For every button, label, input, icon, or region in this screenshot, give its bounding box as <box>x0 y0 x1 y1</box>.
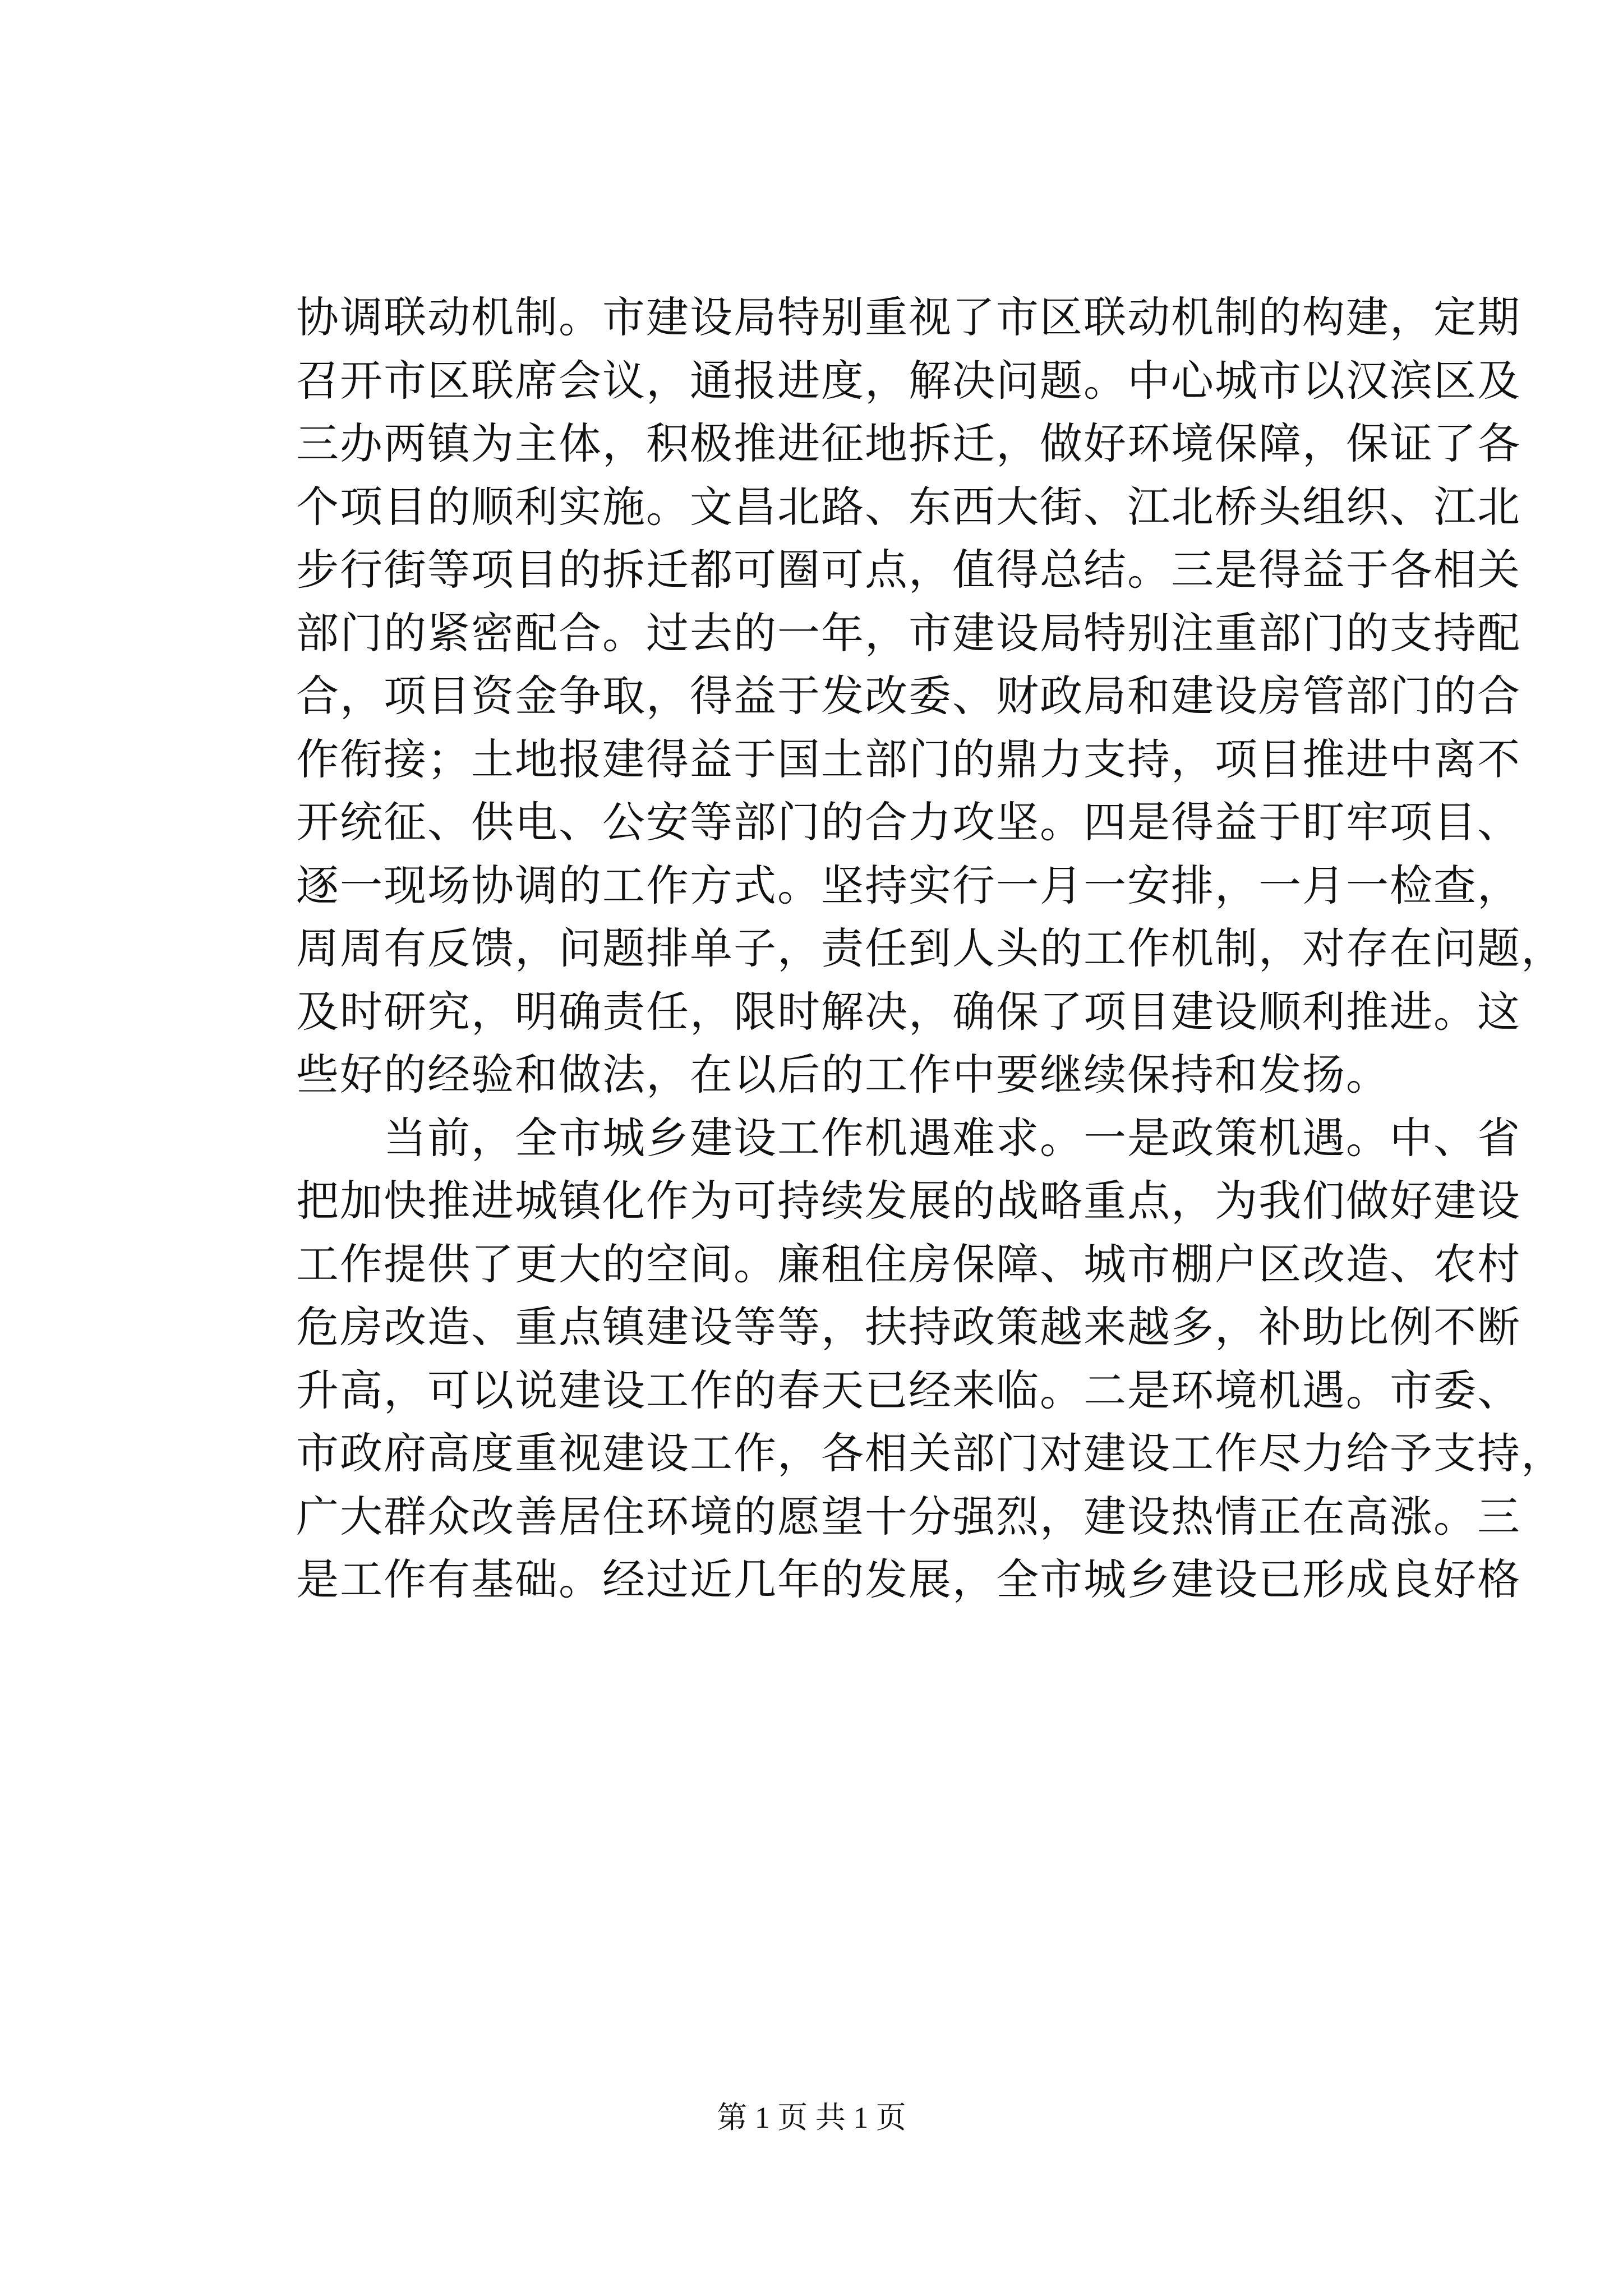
text-line: 升高，可以说建设工作的春天已经来临。二是环境机遇。市委、 <box>296 1365 1521 1415</box>
text-line: 市政府高度重视建设工作，各相关部门对建设工作尽力给予支持， <box>296 1428 1565 1478</box>
text-line: 些好的经验和做法，在以后的工作中要继续保持和发扬。 <box>296 1050 1390 1099</box>
text-line: 步行街等项目的拆迁都可圈可点，值得总结。三是得益于各相关 <box>296 545 1521 595</box>
text-line: 危房改造、重点镇建设等等，扶持政策越来越多，补助比例不断 <box>296 1302 1521 1352</box>
body-text <box>296 286 1565 1612</box>
paragraph-start-line: 当前，全市城乡建设工作机遇难求。一是政策机遇。中、省 <box>296 1112 1521 1163</box>
text-line: 周周有反馈，问题排单子，责任到人头的工作机制，对存在问题， <box>296 923 1565 973</box>
text-line: 作衔接；土地报建得益于国土部门的鼎力支持，项目推进中离不 <box>296 734 1521 784</box>
text-line: 合，项目资金争取，得益于发改委、财政局和建设房管部门的合 <box>296 671 1521 721</box>
text-line: 召开市区联席会议，通报进度，解决问题。中心城市以汉滨区及 <box>296 355 1521 406</box>
text-line: 个项目的顺利实施。文昌北路、东西大街、江北桥头组织、江北 <box>296 481 1521 532</box>
text-line: 广大群众改善居住环境的愿望十分强烈，建设热情正在高涨。三 <box>296 1491 1521 1542</box>
text-line: 逐一现场协调的工作方式。坚持实行一月一安排，一月一检查， <box>296 860 1521 910</box>
text-line: 及时研究，明确责任，限时解决，确保了项目建设顺利推进。这 <box>296 986 1521 1037</box>
text-line: 三办两镇为主体，积极推进征地拆迁，做好环境保障，保证了各 <box>296 418 1521 468</box>
text-line: 工作提供了更大的空间。廉租住房保障、城市棚户区改造、农村 <box>296 1239 1521 1289</box>
text-line: 是工作有基础。经过近几年的发展，全市城乡建设已形成良好格 <box>296 1554 1521 1604</box>
text-line: 协调联动机制。市建设局特别重视了市区联动机制的构建，定期 <box>296 292 1521 342</box>
text-line: 开统征、供电、公安等部门的合力攻坚。四是得益于盯牢项目、 <box>296 797 1521 847</box>
text-line: 把加快推进城镇化作为可持续发展的战略重点，为我们做好建设 <box>296 1176 1521 1226</box>
page-number-footer: 第 1 页 共 1 页 <box>717 2101 906 2134</box>
text-line: 部门的紧密配合。过去的一年，市建设局特别注重部门的支持配 <box>296 608 1521 658</box>
